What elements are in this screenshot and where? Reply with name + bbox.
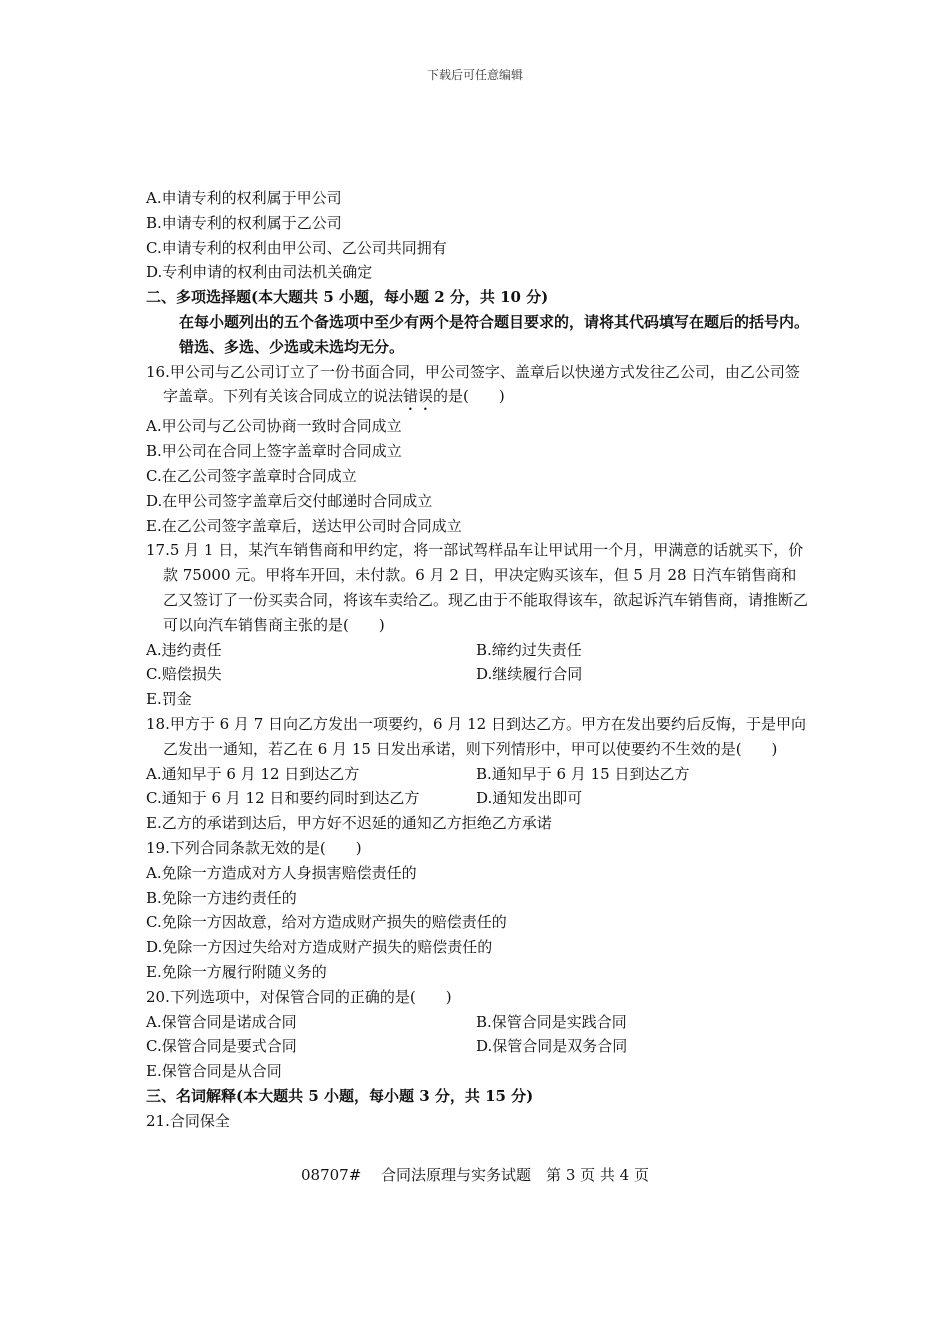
- question-17-stem: 17.5 月 1 日，某汽车销售商和甲约定，将一部试驾样品车让甲试用一个月，甲满意的话就买下，价款 75000 元。甲将车开回，未付款。6 月 2 日，甲决定购买该车，但 5 月 28 日汽车销售商和乙又签订了一份买卖合同，将该车卖给乙。现乙由于不能取得该车，欲起诉汽车销售商，请推断乙可以向汽车销售商主张的是( ): [146, 541, 809, 634]
- option-b: B.缔约过失责任: [476, 640, 582, 659]
- option-c: C.通知于 6 月 12 日和要约同时到达乙方: [146, 789, 420, 808]
- option-d: D.通知发出即可: [476, 789, 583, 808]
- section-heading-multiple-choice: 二、多项选择题(本大题共 5 小题，每小题 2 分，共 10 分): [146, 288, 549, 307]
- options-row: [146, 762, 810, 787]
- option-d: D.继续履行合同: [476, 665, 583, 684]
- option-b: B.甲公司在合同上签字盖章时合同成立: [146, 442, 402, 461]
- option-c: C.申请专利的权利由甲公司、乙公司共同拥有: [146, 238, 447, 257]
- options-row: [146, 662, 810, 687]
- options-row: [146, 638, 810, 663]
- option-c: C.赔偿损失: [146, 665, 222, 684]
- section-heading-term-definitions: 三、名词解释(本大题共 5 小题，每小题 3 分，共 15 分): [146, 1086, 534, 1105]
- option-d: D.在甲公司签字盖章后交付邮递时合同成立: [146, 491, 433, 510]
- option-a: A.通知早于 6 月 12 日到达乙方: [146, 764, 360, 783]
- question-21-stem: 21.合同保全: [146, 1111, 230, 1130]
- option-b: B.保管合同是实践合同: [476, 1012, 627, 1031]
- option-d: D.免除一方因过失给对方造成财产损失的赔偿责任的: [146, 938, 493, 957]
- options-row: [146, 786, 810, 811]
- question-19-stem: 19.下列合同条款无效的是( ): [146, 838, 362, 857]
- option-b: B.申请专利的权利属于乙公司: [146, 213, 342, 232]
- exam-content: [146, 186, 810, 1133]
- question-20-stem: 20.下列选项中，对保管合同的正确的是( ): [146, 987, 452, 1006]
- option-a: A.保管合同是诺成合同: [146, 1012, 297, 1031]
- question-16-stem-end: 的是( ): [433, 387, 505, 406]
- option-a: A.违约责任: [146, 640, 222, 659]
- question-18-stem: 18.甲方于 6 月 7 日向乙方发出一项要约，6 月 12 日到达乙方。甲方在发出要约后反悔，于是甲向乙发出一通知，若乙在 6 月 15 日发出承诺，则下列情形中，甲可以使要约不生效的是( ): [146, 714, 806, 758]
- option-a: A.甲公司与乙公司协商一致时合同成立: [146, 417, 402, 436]
- section-instruction: 在每小题列出的五个备选项中至少有两个是符合题目要求的，请将其代码填写在题后的括号内。错选、多选、少选或未选均无分。: [179, 312, 810, 356]
- option-a: A.申请专利的权利属于甲公司: [146, 189, 342, 207]
- option-c: C.在乙公司签字盖章时合同成立: [146, 466, 357, 485]
- page-header: 下载后可任意编辑: [426, 68, 523, 82]
- page-footer: 08707# 合同法原理与实务试题 第 3 页 共 4 页: [301, 1166, 649, 1184]
- option-c: C.免除一方因故意，给对方造成财产损失的赔偿责任的: [146, 913, 507, 932]
- option-b: B.免除一方违约责任的: [146, 888, 297, 907]
- option-b: B.通知早于 6 月 15 日到达乙方: [476, 764, 690, 783]
- option-e: E.免除一方履行附随义务的: [146, 962, 327, 981]
- option-e: E.罚金: [146, 690, 192, 709]
- question-16-stem: [146, 360, 810, 415]
- options-row: [146, 1034, 810, 1059]
- option-d: D.专利申请的权利由司法机关确定: [146, 263, 373, 282]
- option-d: D.保管合同是双务合同: [476, 1037, 628, 1056]
- option-e: E.保管合同是从合同: [146, 1062, 282, 1081]
- option-e: E.乙方的承诺到达后，甲方好不迟延的通知乙方拒绝乙方承诺: [146, 814, 552, 833]
- emphasized-word: 错误: [403, 387, 434, 406]
- question-16-stem-text: 16.甲公司与乙公司订立了一份书面合同，甲公司签字、盖章后以快递方式发往乙公司，由乙公司签字盖章。下列有关该合同成立的说法: [146, 362, 800, 406]
- options-row: [146, 1010, 810, 1035]
- option-a: A.免除一方造成对方人身损害赔偿责任的: [146, 863, 417, 882]
- option-e: E.在乙公司签字盖章后，送达甲公司时合同成立: [146, 516, 462, 535]
- option-c: C.保管合同是要式合同: [146, 1037, 297, 1056]
